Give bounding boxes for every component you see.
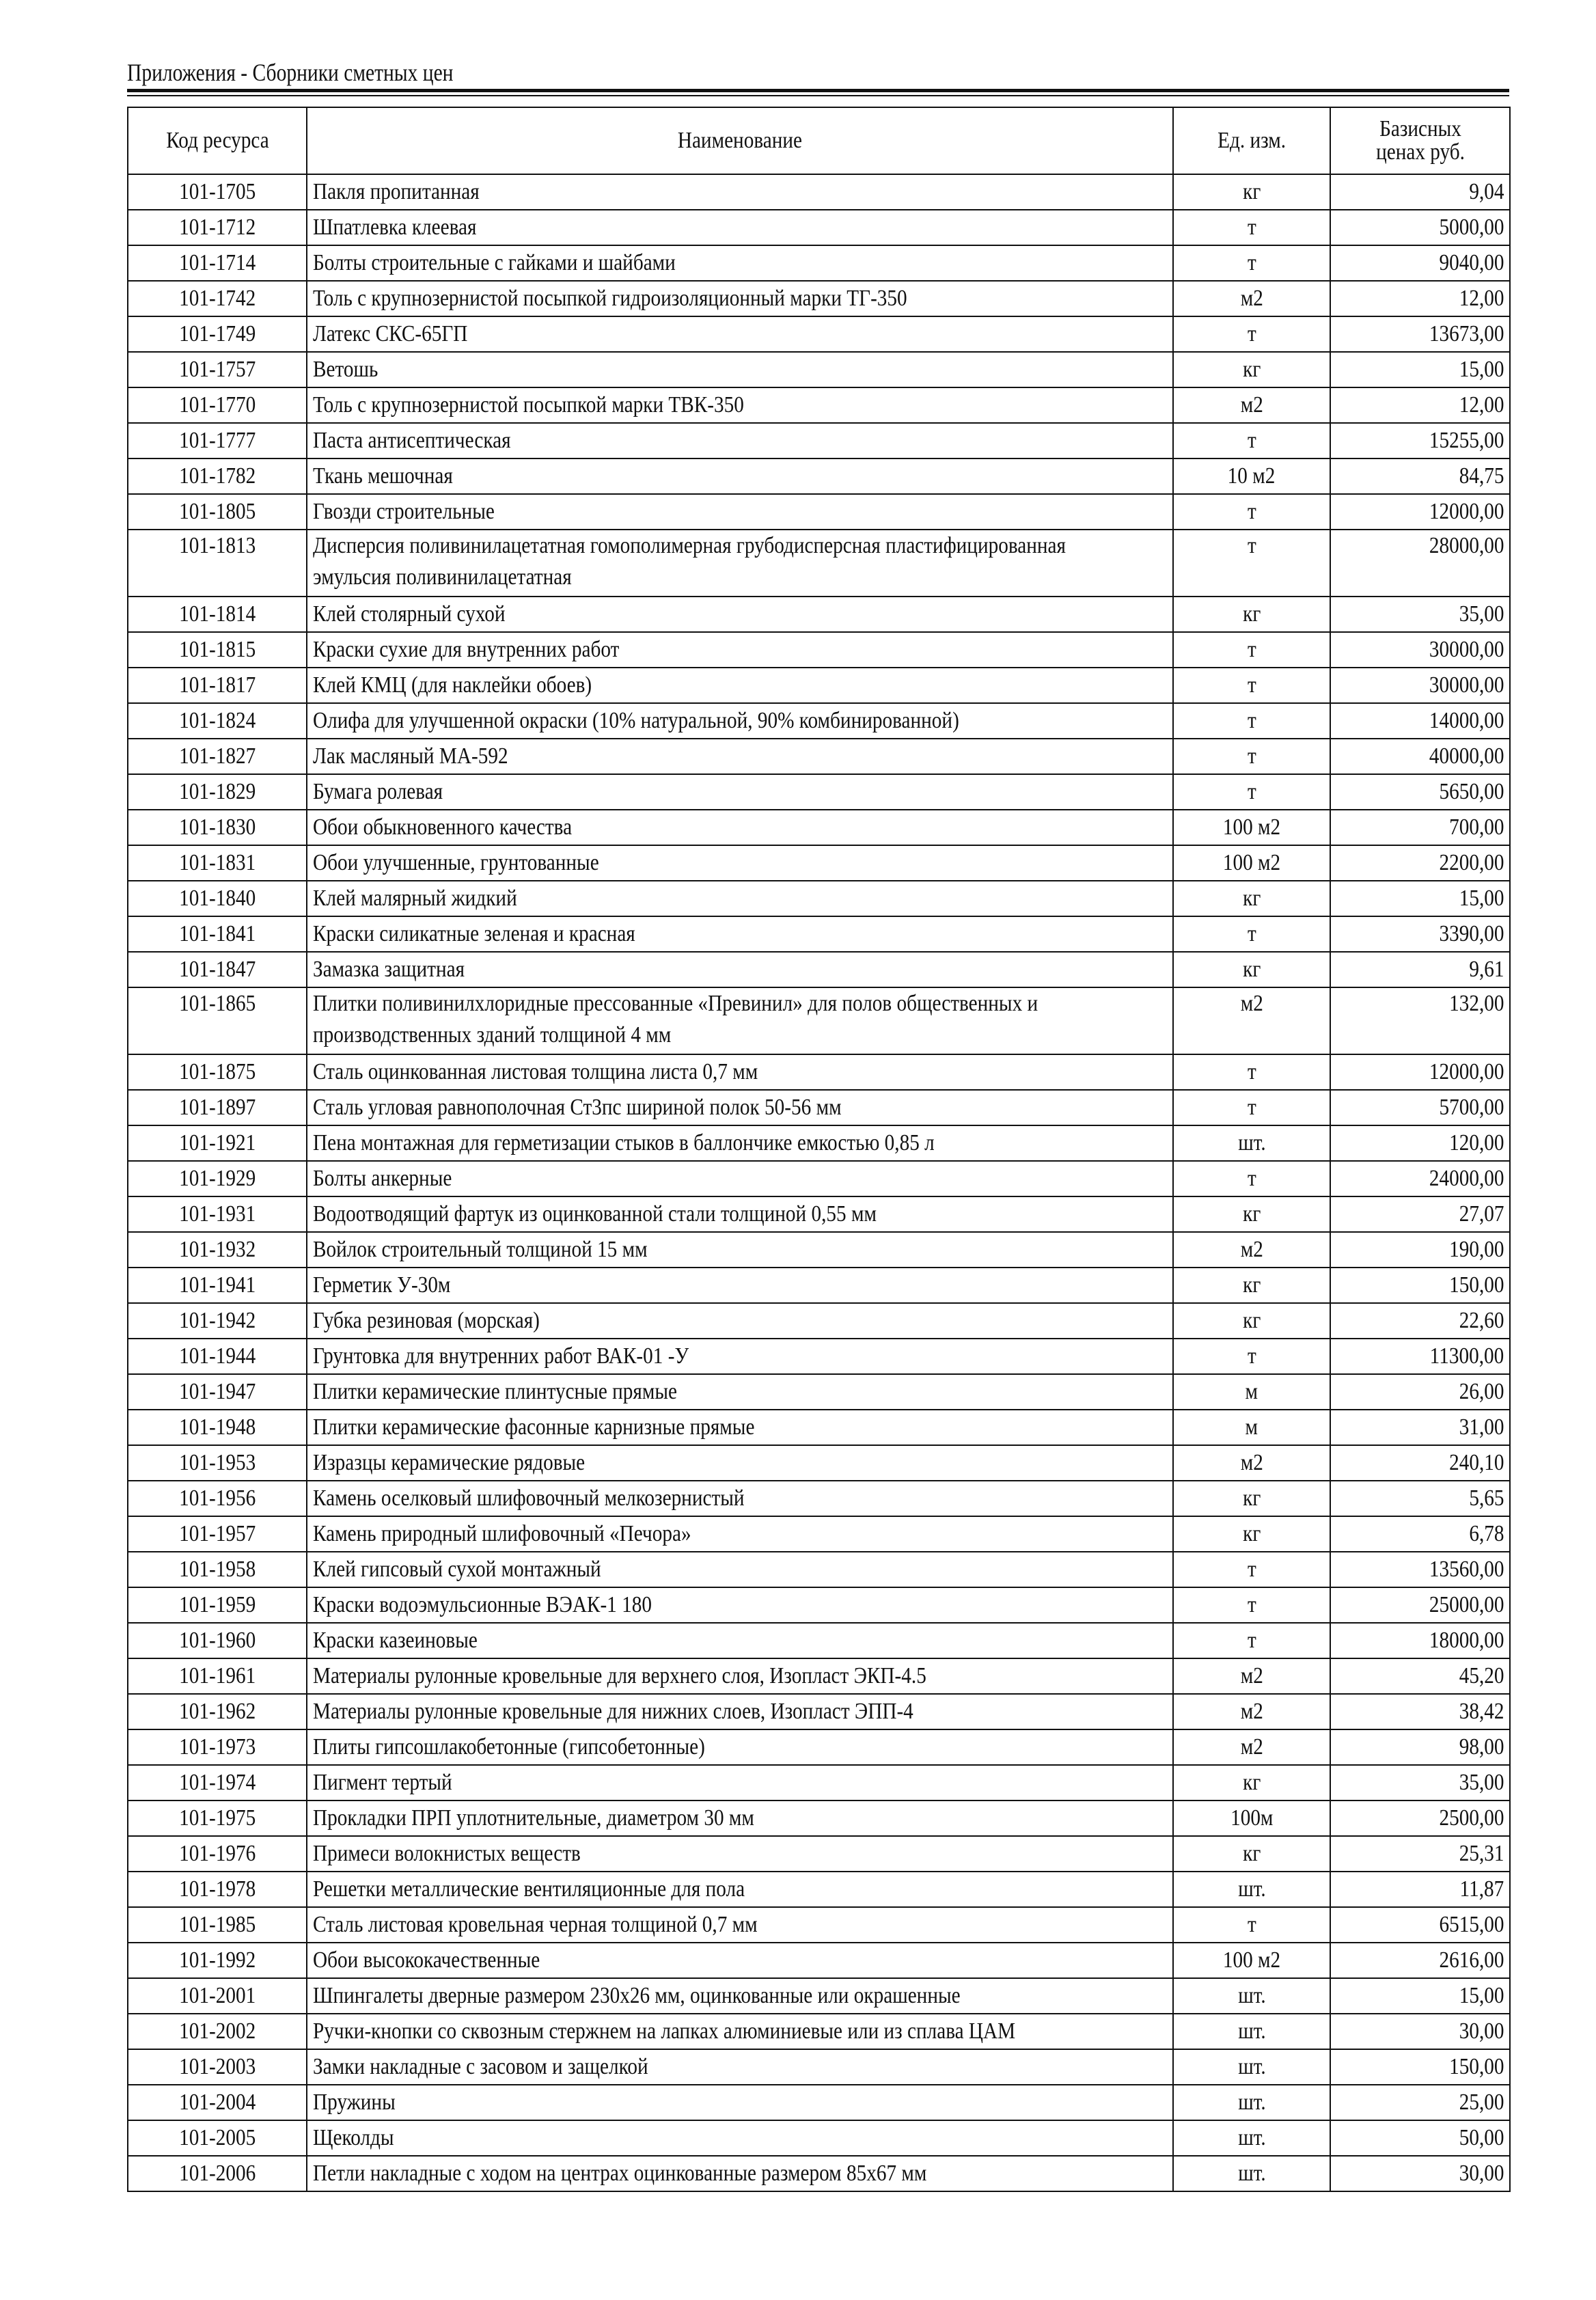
cell-name: Ручки-кнопки со сквозным стержнем на лапках алюминиевые или из сплава ЦАМ: [307, 2014, 1173, 2049]
cell-code: 101-1757: [128, 352, 307, 387]
table-row: [128, 1801, 1510, 1836]
cell-code: 101-1975: [128, 1801, 307, 1836]
cell-unit: м2: [1173, 1445, 1330, 1481]
cell-unit: шт.: [1173, 2049, 1330, 2085]
cell-unit: кг: [1173, 881, 1330, 916]
cell-unit: 100 м2: [1173, 845, 1330, 881]
cell-price: 30000,00: [1330, 632, 1510, 668]
table-row: [128, 668, 1510, 703]
cell-name: Войлок строительный толщиной 15 мм: [307, 1232, 1173, 1268]
table-row: [128, 1125, 1510, 1161]
cell-code: 101-1714: [128, 245, 307, 281]
cell-code: 101-1824: [128, 703, 307, 739]
cell-price: 132,00: [1330, 987, 1510, 1054]
cell-price: 120,00: [1330, 1125, 1510, 1161]
cell-price: 15255,00: [1330, 423, 1510, 458]
cell-name: Плитки поливинилхлоридные прессованные «Превинил» для полов общественных и производственных зданий толщиной 4 мм: [307, 987, 1173, 1054]
cell-name: Плиты гипсошлакобетонные (гипсобетонные): [307, 1729, 1173, 1765]
cell-price: 14000,00: [1330, 703, 1510, 739]
table-row: [128, 1410, 1510, 1445]
cell-code: 101-1941: [128, 1268, 307, 1303]
cell-price: 2500,00: [1330, 1801, 1510, 1836]
cell-code: 101-1865: [128, 987, 307, 1054]
cell-code: 101-1929: [128, 1161, 307, 1196]
cell-code: 101-1827: [128, 739, 307, 774]
cell-name: Ветошь: [307, 352, 1173, 387]
cell-price: 9,04: [1330, 174, 1510, 210]
cell-price: 25,31: [1330, 1836, 1510, 1872]
cell-unit: кг: [1173, 597, 1330, 632]
cell-name: Камень природный шлифовочный «Печора»: [307, 1516, 1173, 1552]
cell-price: 150,00: [1330, 2049, 1510, 2085]
cell-name: Решетки металлические вентиляционные для пола: [307, 1872, 1173, 1907]
cell-name: Толь с крупнозернистой посыпкой марки ТВК-350: [307, 387, 1173, 423]
table-row: [128, 458, 1510, 494]
header-rule-thin: [127, 95, 1509, 96]
cell-code: 101-1957: [128, 1516, 307, 1552]
table-row: [128, 352, 1510, 387]
cell-name: Материалы рулонные кровельные для нижних слоев, Изопласт ЭПП-4: [307, 1694, 1173, 1729]
cell-code: 101-2003: [128, 2049, 307, 2085]
cell-unit: т: [1173, 1587, 1330, 1623]
cell-unit: м2: [1173, 1232, 1330, 1268]
cell-name: Пена монтажная для герметизации стыков в баллончике емкостью 0,85 л: [307, 1125, 1173, 1161]
cell-unit: т: [1173, 1907, 1330, 1943]
cell-unit: м2: [1173, 387, 1330, 423]
cell-code: 101-1953: [128, 1445, 307, 1481]
table-row: [128, 739, 1510, 774]
cell-name: Ткань мешочная: [307, 458, 1173, 494]
table-row: [128, 1658, 1510, 1694]
table-row: [128, 316, 1510, 352]
cell-price: 5700,00: [1330, 1090, 1510, 1125]
cell-name: Дисперсия поливинилацетатная гомополимерная грубодисперсная пластифицированная эмульсия поливинилацетатная: [307, 530, 1173, 597]
cell-name: Обои обыкновенного качества: [307, 810, 1173, 845]
cell-name: Грунтовка для внутренних работ ВАК-01 -У: [307, 1339, 1173, 1374]
cell-code: 101-1815: [128, 632, 307, 668]
cell-name: Примеси волокнистых веществ: [307, 1836, 1173, 1872]
cell-price: 11300,00: [1330, 1339, 1510, 1374]
cell-price: 12000,00: [1330, 1054, 1510, 1090]
table-row: [128, 174, 1510, 210]
cell-unit: т: [1173, 916, 1330, 952]
cell-unit: т: [1173, 1339, 1330, 1374]
cell-unit: кг: [1173, 1836, 1330, 1872]
cell-code: 101-1960: [128, 1623, 307, 1658]
cell-code: 101-1841: [128, 916, 307, 952]
cell-code: 101-2005: [128, 2120, 307, 2156]
table-row: [128, 1268, 1510, 1303]
cell-name: Паста антисептическая: [307, 423, 1173, 458]
cell-name: Пружины: [307, 2085, 1173, 2120]
cell-unit: 10 м2: [1173, 458, 1330, 494]
cell-name: Герметик У-30м: [307, 1268, 1173, 1303]
cell-code: 101-1978: [128, 1872, 307, 1907]
cell-name: Петли накладные с ходом на центрах оцинкованные размером 85х67 мм: [307, 2156, 1173, 2191]
table-row: [128, 1303, 1510, 1339]
cell-price: 6515,00: [1330, 1907, 1510, 1943]
table-row: [128, 774, 1510, 810]
cell-code: 101-1897: [128, 1090, 307, 1125]
cell-price: 15,00: [1330, 352, 1510, 387]
cell-price: 25000,00: [1330, 1587, 1510, 1623]
cell-name: Замазка защитная: [307, 952, 1173, 987]
cell-price: 13673,00: [1330, 316, 1510, 352]
table-row: [128, 1623, 1510, 1658]
cell-name: Клей гипсовый сухой монтажный: [307, 1552, 1173, 1587]
cell-code: 101-1712: [128, 210, 307, 245]
cell-code: 101-1770: [128, 387, 307, 423]
table-row: [128, 210, 1510, 245]
cell-unit: кг: [1173, 1765, 1330, 1801]
header-rule: [127, 89, 1509, 92]
cell-price: 26,00: [1330, 1374, 1510, 1410]
cell-code: 101-1992: [128, 1943, 307, 1978]
cell-unit: т: [1173, 632, 1330, 668]
cell-name: Краски водоэмульсионные ВЭАК-1 180: [307, 1587, 1173, 1623]
cell-code: 101-1831: [128, 845, 307, 881]
table-row: [128, 2049, 1510, 2085]
cell-code: 101-1956: [128, 1481, 307, 1516]
cell-name: Обои высококачественные: [307, 1943, 1173, 1978]
table-row: [128, 1943, 1510, 1978]
table-row: [128, 530, 1510, 597]
cell-unit: кг: [1173, 1481, 1330, 1516]
cell-price: 190,00: [1330, 1232, 1510, 1268]
table-row: [128, 1694, 1510, 1729]
cell-price: 9040,00: [1330, 245, 1510, 281]
cell-price: 6,78: [1330, 1516, 1510, 1552]
cell-price: 22,60: [1330, 1303, 1510, 1339]
cell-unit: т: [1173, 210, 1330, 245]
cell-unit: кг: [1173, 1303, 1330, 1339]
cell-unit: т: [1173, 423, 1330, 458]
cell-code: 101-1829: [128, 774, 307, 810]
cell-price: 15,00: [1330, 1978, 1510, 2014]
cell-code: 101-2001: [128, 1978, 307, 2014]
cell-unit: м: [1173, 1374, 1330, 1410]
cell-unit: м2: [1173, 281, 1330, 316]
cell-price: 30,00: [1330, 2156, 1510, 2191]
cell-price: 2616,00: [1330, 1943, 1510, 1978]
cell-price: 12,00: [1330, 281, 1510, 316]
table-row: [128, 2120, 1510, 2156]
cell-name: Сталь листовая кровельная черная толщиной 0,7 мм: [307, 1907, 1173, 1943]
cell-unit: 100 м2: [1173, 1943, 1330, 1978]
cell-code: 101-1814: [128, 597, 307, 632]
cell-unit: т: [1173, 494, 1330, 530]
cell-name: Краски силикатные зеленая и красная: [307, 916, 1173, 952]
table-row: [128, 1374, 1510, 1410]
cell-name: Камень оселковый шлифовочный мелкозернистый: [307, 1481, 1173, 1516]
cell-price: 240,10: [1330, 1445, 1510, 1481]
cell-code: 101-1985: [128, 1907, 307, 1943]
cell-unit: 100м: [1173, 1801, 1330, 1836]
table-row: [128, 1481, 1510, 1516]
cell-name: Краски сухие для внутренних работ: [307, 632, 1173, 668]
table-row: [128, 1161, 1510, 1196]
table-row: [128, 1872, 1510, 1907]
cell-code: 101-1932: [128, 1232, 307, 1268]
cell-unit: шт.: [1173, 1125, 1330, 1161]
cell-name: Клей КМЦ (для наклейки обоев): [307, 668, 1173, 703]
cell-unit: м2: [1173, 1729, 1330, 1765]
cell-name: Гвозди строительные: [307, 494, 1173, 530]
table-row: [128, 703, 1510, 739]
cell-price: 31,00: [1330, 1410, 1510, 1445]
cell-price: 18000,00: [1330, 1623, 1510, 1658]
cell-price: 5650,00: [1330, 774, 1510, 810]
cell-price: 12000,00: [1330, 494, 1510, 530]
cell-price: 25,00: [1330, 2085, 1510, 2120]
cell-name: Плитки керамические фасонные карнизные прямые: [307, 1410, 1173, 1445]
cell-code: 101-1847: [128, 952, 307, 987]
table-row: [128, 845, 1510, 881]
cell-code: 101-1944: [128, 1339, 307, 1374]
cell-unit: м: [1173, 1410, 1330, 1445]
cell-name: Клей малярный жидкий: [307, 881, 1173, 916]
cell-code: 101-1921: [128, 1125, 307, 1161]
table-row: [128, 1054, 1510, 1090]
cell-code: 101-1961: [128, 1658, 307, 1694]
cell-price: 28000,00: [1330, 530, 1510, 597]
cell-code: 101-1948: [128, 1410, 307, 1445]
cell-unit: 100 м2: [1173, 810, 1330, 845]
cell-code: 101-1782: [128, 458, 307, 494]
cell-unit: т: [1173, 316, 1330, 352]
table-row: [128, 881, 1510, 916]
table-row: [128, 281, 1510, 316]
cell-price: 13560,00: [1330, 1552, 1510, 1587]
cell-name: Толь с крупнозернистой посыпкой гидроизоляционный марки ТГ-350: [307, 281, 1173, 316]
header-unit: Ед. изм.: [1173, 107, 1330, 174]
cell-unit: т: [1173, 668, 1330, 703]
cell-price: 50,00: [1330, 2120, 1510, 2156]
cell-code: 101-1813: [128, 530, 307, 597]
cell-name: Водоотводящий фартук из оцинкованной стали толщиной 0,55 мм: [307, 1196, 1173, 1232]
cell-code: 101-1805: [128, 494, 307, 530]
header-code: Код ресурса: [128, 107, 307, 174]
table-header-row: [128, 107, 1510, 174]
cell-unit: кг: [1173, 174, 1330, 210]
cell-name: Обои улучшенные, грунтованные: [307, 845, 1173, 881]
cell-unit: шт.: [1173, 2014, 1330, 2049]
table-row: [128, 387, 1510, 423]
cell-code: 101-1962: [128, 1694, 307, 1729]
header-name: Наименование: [307, 107, 1173, 174]
cell-price: 45,20: [1330, 1658, 1510, 1694]
cell-unit: шт.: [1173, 1978, 1330, 2014]
table-row: [128, 1552, 1510, 1587]
cell-unit: шт.: [1173, 2156, 1330, 2191]
cell-unit: т: [1173, 1623, 1330, 1658]
cell-name: Материалы рулонные кровельные для верхнего слоя, Изопласт ЭКП-4.5: [307, 1658, 1173, 1694]
table-row: [128, 810, 1510, 845]
cell-price: 11,87: [1330, 1872, 1510, 1907]
table-row: [128, 1445, 1510, 1481]
cell-price: 700,00: [1330, 810, 1510, 845]
price-table: [127, 107, 1511, 2192]
cell-price: 24000,00: [1330, 1161, 1510, 1196]
cell-price: 30,00: [1330, 2014, 1510, 2049]
cell-name: Болты анкерные: [307, 1161, 1173, 1196]
cell-price: 12,00: [1330, 387, 1510, 423]
cell-code: 101-1840: [128, 881, 307, 916]
cell-code: 101-1976: [128, 1836, 307, 1872]
table-row: [128, 2085, 1510, 2120]
cell-price: 2200,00: [1330, 845, 1510, 881]
table-row: [128, 632, 1510, 668]
table-row: [128, 423, 1510, 458]
cell-name: Шпатлевка клеевая: [307, 210, 1173, 245]
cell-price: 38,42: [1330, 1694, 1510, 1729]
cell-unit: т: [1173, 1552, 1330, 1587]
cell-name: Пакля пропитанная: [307, 174, 1173, 210]
table-row: [128, 1836, 1510, 1872]
cell-name: Сталь угловая равнополочная Ст3пс шириной полок 50-56 мм: [307, 1090, 1173, 1125]
page-title: Приложения - Сборники сметных цен: [127, 59, 454, 86]
cell-unit: т: [1173, 1090, 1330, 1125]
cell-name: Бумага ролевая: [307, 774, 1173, 810]
cell-code: 101-1830: [128, 810, 307, 845]
cell-price: 35,00: [1330, 597, 1510, 632]
table-row: [128, 1196, 1510, 1232]
cell-price: 35,00: [1330, 1765, 1510, 1801]
table-row: [128, 987, 1510, 1054]
cell-name: Замки накладные с засовом и защелкой: [307, 2049, 1173, 2085]
cell-unit: шт.: [1173, 2120, 1330, 2156]
table-row: [128, 1339, 1510, 1374]
table-row: [128, 245, 1510, 281]
cell-code: 101-1817: [128, 668, 307, 703]
cell-name: Губка резиновая (морская): [307, 1303, 1173, 1339]
table-row: [128, 1765, 1510, 1801]
cell-unit: т: [1173, 1161, 1330, 1196]
cell-name: Прокладки ПРП уплотнительные, диаметром 30 мм: [307, 1801, 1173, 1836]
cell-code: 101-1942: [128, 1303, 307, 1339]
cell-code: 101-1947: [128, 1374, 307, 1410]
cell-price: 30000,00: [1330, 668, 1510, 703]
cell-name: Лак масляный МА-592: [307, 739, 1173, 774]
cell-price: 5000,00: [1330, 210, 1510, 245]
cell-unit: кг: [1173, 1516, 1330, 1552]
cell-code: 101-2004: [128, 2085, 307, 2120]
cell-name: Щеколды: [307, 2120, 1173, 2156]
table-row: [128, 597, 1510, 632]
cell-price: 27,07: [1330, 1196, 1510, 1232]
cell-name: Латекс СКС-65ГП: [307, 316, 1173, 352]
table-row: [128, 494, 1510, 530]
cell-price: 15,00: [1330, 881, 1510, 916]
cell-unit: т: [1173, 530, 1330, 597]
cell-name: Пигмент тертый: [307, 1765, 1173, 1801]
cell-code: 101-1958: [128, 1552, 307, 1587]
cell-code: 101-1931: [128, 1196, 307, 1232]
cell-unit: кг: [1173, 1268, 1330, 1303]
cell-code: 101-1742: [128, 281, 307, 316]
cell-unit: кг: [1173, 952, 1330, 987]
cell-price: 40000,00: [1330, 739, 1510, 774]
cell-unit: шт.: [1173, 1872, 1330, 1907]
cell-unit: т: [1173, 774, 1330, 810]
cell-price: 98,00: [1330, 1729, 1510, 1765]
cell-unit: т: [1173, 1054, 1330, 1090]
cell-name: Изразцы керамические рядовые: [307, 1445, 1173, 1481]
cell-price: 9,61: [1330, 952, 1510, 987]
cell-code: 101-2006: [128, 2156, 307, 2191]
cell-price: 84,75: [1330, 458, 1510, 494]
table-row: [128, 952, 1510, 987]
cell-name: Клей столярный сухой: [307, 597, 1173, 632]
table-row: [128, 1907, 1510, 1943]
table-row: [128, 1978, 1510, 2014]
cell-unit: т: [1173, 245, 1330, 281]
cell-price: 3390,00: [1330, 916, 1510, 952]
cell-unit: м2: [1173, 1658, 1330, 1694]
table-row: [128, 2156, 1510, 2191]
table-row: [128, 1232, 1510, 1268]
cell-name: Олифа для улучшенной окраски (10% натуральной, 90% комбинированной): [307, 703, 1173, 739]
table-row: [128, 1587, 1510, 1623]
cell-code: 101-1705: [128, 174, 307, 210]
cell-name: Плитки керамические плинтусные прямые: [307, 1374, 1173, 1410]
cell-name: Краски казеиновые: [307, 1623, 1173, 1658]
table-row: [128, 2014, 1510, 2049]
cell-unit: кг: [1173, 1196, 1330, 1232]
table-row: [128, 916, 1510, 952]
cell-code: 101-1875: [128, 1054, 307, 1090]
cell-unit: т: [1173, 739, 1330, 774]
cell-code: 101-1959: [128, 1587, 307, 1623]
cell-code: 101-1749: [128, 316, 307, 352]
cell-price: 150,00: [1330, 1268, 1510, 1303]
cell-unit: м2: [1173, 987, 1330, 1054]
cell-unit: шт.: [1173, 2085, 1330, 2120]
table-row: [128, 1729, 1510, 1765]
cell-unit: т: [1173, 703, 1330, 739]
cell-name: Сталь оцинкованная листовая толщина листа 0,7 мм: [307, 1054, 1173, 1090]
cell-code: 101-1974: [128, 1765, 307, 1801]
cell-code: 101-2002: [128, 2014, 307, 2049]
cell-name: Болты строительные с гайками и шайбами: [307, 245, 1173, 281]
cell-code: 101-1973: [128, 1729, 307, 1765]
table-row: [128, 1090, 1510, 1125]
cell-name: Шпингалеты дверные размером 230х26 мм, оцинкованные или окрашенные: [307, 1978, 1173, 2014]
cell-unit: м2: [1173, 1694, 1330, 1729]
cell-price: 5,65: [1330, 1481, 1510, 1516]
header-price: Базисных ценах руб.: [1330, 107, 1510, 174]
table-row: [128, 1516, 1510, 1552]
cell-unit: кг: [1173, 352, 1330, 387]
cell-code: 101-1777: [128, 423, 307, 458]
